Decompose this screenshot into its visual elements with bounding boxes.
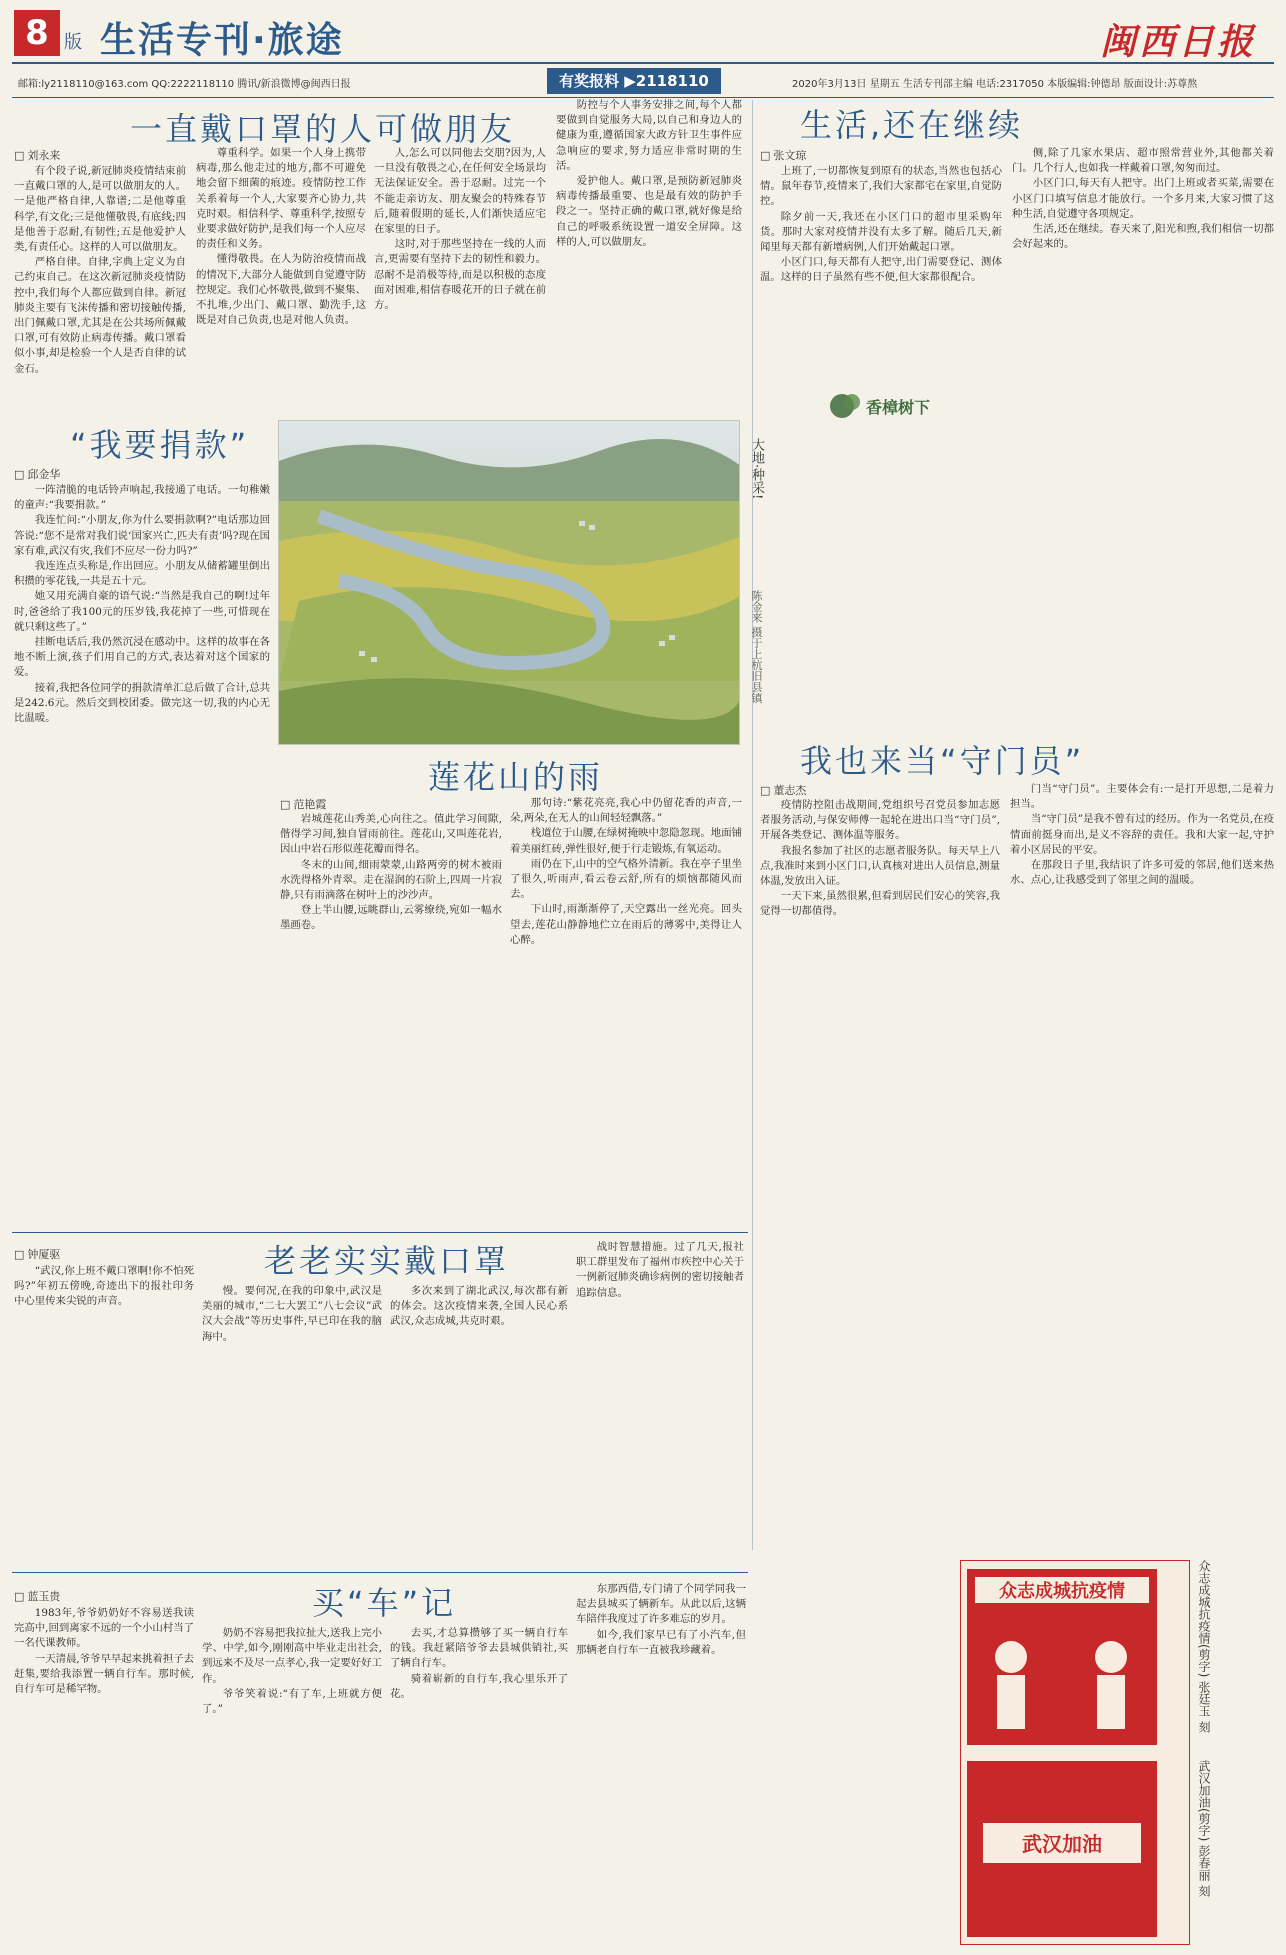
article-column: “武汉,你上班不戴口罩啊!你不怕死吗?”年初五傍晚,奇迹出下的报社印务中心里传来尖锐的声音。 — [14, 1265, 194, 1308]
papercut-artwork — [960, 1560, 1190, 1945]
photo-credit: 陈金来 摄于上杭旧县镇 — [750, 590, 763, 704]
headline-lotus-mountain-rain: 莲花山的雨 — [428, 758, 604, 796]
article-column: 防控与个人事务安排之间,每个人都要做到自觉服务大局,以自己和身边人的健康为重,遵循国家大政方针卫生事件应急响应的要求,努力适应非常时期的生活。 爱护他人。戴口罩,是预防新冠肺炎病毒传播最重要、也是最有效的防护手段之一。坚持正确的戴口罩,就好像是给自己的呼吸系统设置一道安全屏障。这样的人,可以做朋友。 — [556, 99, 742, 248]
article-column: 岩城莲花山秀美,心向往之。值此学习间隙,偕得学习间,独自冒雨前往。莲花山,又叫莲花岩,因山中岩石形似莲花瓣而得名。 冬末的山间,细雨蒙蒙,山路两旁的树木被雨水洗得格外青翠。走在湿润的石阶上,四周一片寂静,只有雨滴落在树叶上的沙沙声。 登上半山腰,远眺群山,云雾缭绕,宛如一幅水墨画卷。 — [280, 813, 502, 932]
article-column: 奶奶不容易把我拉扯大,送我上完小学、中学,如今,刚刚高中毕业走出社会,到远来不及尽一点孝心,我一定要好好工作。 爷爷笑着说:“有了车,上班就方便了。” — [202, 1627, 382, 1716]
svg-text:香樟树下: 香樟树下 — [866, 398, 931, 417]
article-column: 那句诗:“紫花亮亮,我心中仍留花香的声音,一朵,两朵,在无人的山间轻轻飘落。” 栈道位于山腰,在绿树掩映中忽隐忽现。地面铺着美丽红砖,弹性很好,便于行走锻炼,有氧运动。 雨仍在下,山中的空气格外清新。我在亭子里坐了很久,听雨声,看云卷云舒,所有的烦恼都随风而去。 下山时,雨渐渐停了,天空露出一丝光亮。回头望去,莲花山静静地伫立在雨后的薄雾中,美得让人心醉。 — [510, 797, 742, 946]
headline-wear-mask-friends: 一直戴口罩的人可做朋友 — [130, 110, 516, 148]
author: □ 蓝玉贵 — [14, 1588, 60, 1604]
contact-info: 邮箱:ly2118110@163.com QQ:2222118110 腾讯/新浪微博@闽西日报 — [18, 79, 351, 90]
article-column: 慢。要何况,在我的印象中,武汉是美丽的城市,“二七大罢工”八七会议”武汉大会战”等历史事件,早已印在我的脑海中。 — [202, 1285, 382, 1343]
article-column: 门当“守门员”。主要体会有:一是打开思想,二是着力担当。 当“守门员”是我不曾有过的经历。作为一名党员,在疫情面前挺身而出,是义不容辞的责任。我和大家一起,守护着小区居民的平安。 在那段日子里,我结识了许多可爱的邻居,他们送来热水、点心,让我感受到了邻里之间的温暖。 — [1010, 783, 1274, 887]
section-divider — [12, 1572, 748, 1573]
article-column: 东那西借,专门请了个同学同我一起去县城买了辆新车。从此以后,这辆车陪伴我度过了许多难忘的岁月。 如今,我们家早已有了小汽车,但那辆老自行车一直被我珍藏着。 — [576, 1583, 746, 1656]
photo-caption: 大地·种采! — [749, 438, 764, 500]
article-column: 一阵清脆的电话铃声响起,我接通了电话。一句稚嫩的童声:“我要捐款。” 我连忙问:“小朋友,你为什么要捐款啊?”电话那边回答说:“您不是常对我们说‘国家兴亡,匹夫有责’吗?现在国家有难,武汉有灾,我们不应尽一份力吗?” 我连连点头称是,作出回应。小朋友从储蓄罐里倒出积攒的零花钱,一共是五十元。 她又用充满自豪的语气说:“当然是我自己的啊!过年时,爸爸给了我100元的压岁钱,我花掉了一些,可惜现在就只剩这些了。” 挂断电话后,我仍然沉浸在感动中。这样的故事在各地不断上演,孩子们用自己的方式,表达着对这个国家的爱。 接着,我把各位同学的捐款清单汇总后做了合计,总共是242.6元。然后交到校团委。做完这一切,我的内心无比温暖。 — [14, 484, 270, 725]
headline-gatekeeper: 我也来当“守门员” — [800, 742, 1085, 780]
article-column: 有个段子说,新冠肺炎疫情结束前一直戴口罩的人,是可以做朋友的人。一是他严格自律,人靠谱;二是他尊重科学,有文化;三是他懂敬畏,有底线;四是他善于忍耐,有韧性;五是他爱护人类,有责任心。这样的人可以做朋友。 严格自律。自律,字典上定义为自己约束自己。在这次新冠肺炎疫情防控中,我们每个人都应做到自律。新冠肺炎主要有飞沫传播和密切接触传播,出门佩戴口罩,尤其是在公共场所佩戴口罩,可有效防止病毒传播。戴口罩看似小事,却是检验一个人是否自律的试金石。 — [14, 165, 186, 375]
article-column: 侧,除了几家水果店、超市照常营业外,其他都关着门。几个行人,也如我一样戴着口罩,匆匆而过。 小区门口,每天有人把守。出门上班或者买菜,需要在小区门口填写信息才能放行。一个多月来,大家习惯了这种生活,自觉遵守各项规定。 生活,还在继续。春天来了,阳光和煦,我们相信一切都会好起来的。 — [1012, 147, 1274, 251]
author: □ 范艳霞 — [280, 796, 326, 812]
author: □ 刘永来 — [14, 147, 60, 163]
papercut-caption-top: 众志成城抗疫情(剪字) 张廷玉 刻 — [1197, 1560, 1211, 1733]
author: □ 董志杰 — [760, 782, 806, 798]
headline-i-want-donate: “我要捐款” — [70, 426, 250, 464]
article-column: 尊重科学。如果一个人身上携带病毒,那么他走过的地方,都不可避免地会留下细菌的痕迹。疫情防控工作关系着每一个人,大家要齐心协力,共克时艰。相信科学、尊重科学,按照专业要求做好防护,是我们每一个人应尽的责任和义务。 懂得敬畏。在人为防治疫情而战的情况下,大部分人能做到自觉遵守防控规定。我们心怀敬畏,做到不聚集、不扎堆,少出门、戴口罩、勤洗手,这既是对自己负责,也是对他人负责。 — [196, 147, 366, 327]
section-divider — [12, 1232, 748, 1233]
headline-life-continues: 生活,还在继续 — [800, 106, 1024, 144]
svg-text:武汉加油: 武汉加油 — [1022, 1832, 1102, 1856]
headline-buying-bike: 买“车”记 — [312, 1584, 457, 1622]
article-column: 战时智慧措施。过了几天,报社职工群里发布了福州市疾控中心关于一例新冠肺炎确诊病例的密切接触者追踪信息。 — [576, 1241, 744, 1299]
author: □ 钟厦驱 — [14, 1246, 60, 1262]
papercut-caption-bottom: 武汉加油(剪字) 彭春丽 刻 — [1197, 1760, 1211, 1897]
landscape-photo — [278, 420, 740, 745]
info-bar — [12, 62, 1274, 98]
article-column: 上班了,一切都恢复到原有的状态,当然也包括心情。鼠年春节,疫情来了,我们大家都宅在家里,自觉防控。 除夕前一天,我还在小区门口的超市里采购年货。那时大家对疫情并没有太多了解。随后几天,新闻里每天都有新增病例,人们开始戴起口罩。 小区门口,每天都有人把守,出门需要登记、测体温。这样的日子虽然有些不便,但大家都很配合。 — [760, 165, 1002, 284]
author: □ 张文琼 — [760, 147, 806, 163]
page-number: 8 — [14, 10, 60, 56]
article-column: 去买,才总算攒够了买一辆自行车的钱。我赶紧陪爷爷去县城供销社,买了辆自行车。 骑着崭新的自行车,我心里乐开了花。 — [390, 1627, 568, 1700]
author: □ 邱金华 — [14, 466, 60, 482]
article-column: 人,怎么可以同他去交朋?因为,人一旦没有敬畏之心,在任何安全场景均无法保证安全。善于忍耐。过完一个不能走亲访友、朋友聚会的特殊春节后,随着假期的延长,人们渐快适应宅在家里的日子。 这时,对于那些坚持在一线的人而言,更需要有坚持下去的韧性和毅力。忍耐不是消极等待,而是以积极的态度面对困难,相信春暖花开的日子就在前方。 — [374, 147, 546, 312]
article-column: 疫情防控阻击战期间,党组织号召党员参加志愿者服务活动,与保安师傅一起轮在进出口当“守门员”,开展各类登记、测体温等服务。 我报名参加了社区的志愿者服务队。每天早上八点,我准时来到小区门口,认真核对进出人员信息,测量体温,发放出入证。 一天下来,虽然很累,但看到居民们安心的笑容,我觉得一切都值得。 — [760, 799, 1000, 918]
svg-text:众志成城抗疫情: 众志成城抗疫情 — [999, 1581, 1125, 1602]
paper-logo: 闽西日报 — [1099, 21, 1256, 63]
headline-wear-mask-honestly: 老老实实戴口罩 — [264, 1242, 510, 1280]
hotline-badge: 有奖报料 ▶2118110 — [547, 68, 721, 94]
column-divider — [752, 100, 753, 1550]
section-title: 生活专刊·旅途 — [100, 20, 344, 61]
article-column: 多次来到了湖北武汉,每次都有新的体会。这次疫情来袭,全国人民心系武汉,众志成城,共克时艰。 — [390, 1285, 568, 1328]
issue-info: 2020年3月13日 星期五 生活专刊部主编 电话:2317050 本版编辑:钟德昂 版面设计:苏尊熬 — [792, 79, 1198, 90]
article-column: 1983年,爷爷奶奶好不容易送我读完高中,回到离家不远的一个小山村当了一名代课教师。 一天清晨,爷爷早早起来挑着担子去赶集,要给我添置一辆自行车。那时候,自行车可是稀罕物。 — [14, 1607, 194, 1696]
page-suffix: 版 — [64, 32, 82, 53]
